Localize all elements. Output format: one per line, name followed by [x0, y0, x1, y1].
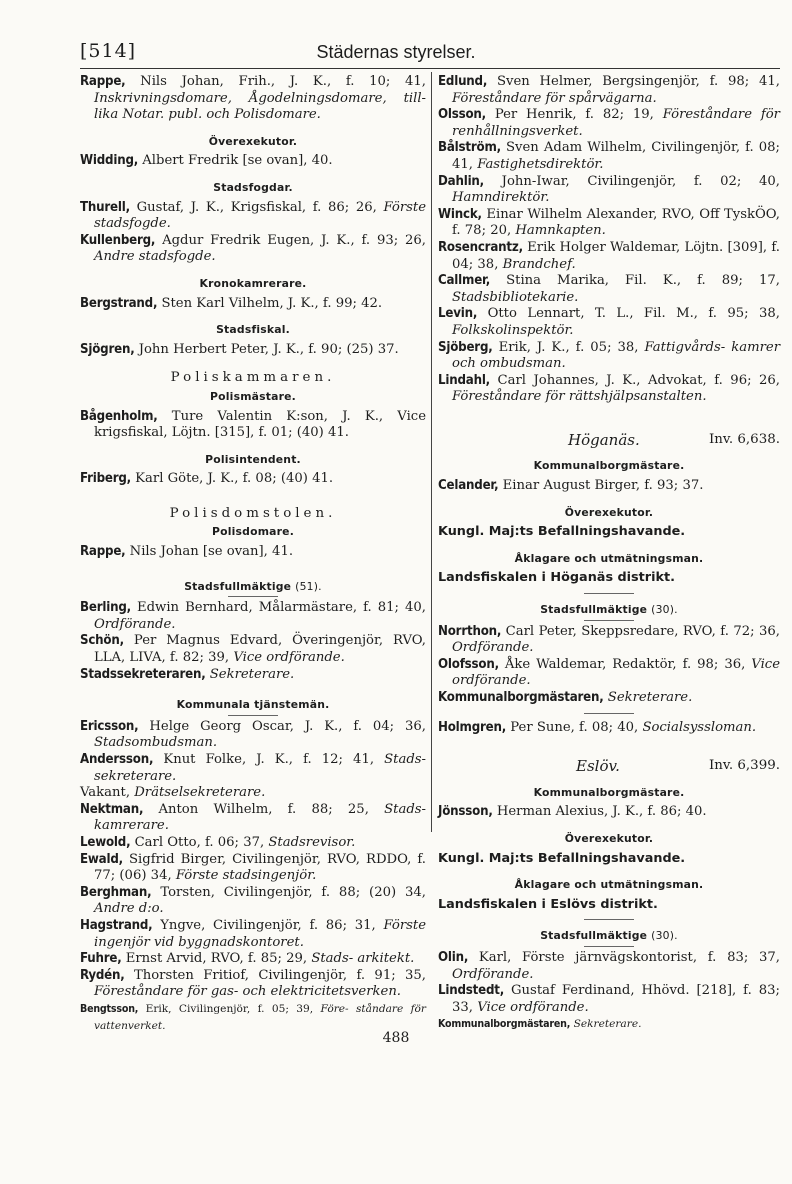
entry-jonsson: [438, 804, 780, 821]
entry-text: Vakant,: [80, 785, 131, 801]
entry-text: Per Magnus Edvard, Överingenjör, RVO, LLA, LIVA, f. 82; 39,: [94, 633, 426, 666]
entry-text: Gustaf Ferdinand, Hhövd. [218], f. 83; 33,: [452, 983, 780, 1015]
landsfiskalen: Landsfiskalen i Eslövs distrikt.: [438, 896, 658, 912]
entry-role: Föreståndare för rättshjälpsanstalten.: [452, 389, 707, 405]
entry-text: Carl Johannes, J. K., Advokat, f. 96; 26,: [490, 372, 780, 388]
entry-name: Jönsson,: [438, 804, 493, 820]
entry-text: John Herbert Peter, J. K., f. 90; (25) 37.: [134, 341, 399, 357]
entry-ericsson: [80, 719, 426, 752]
footer-page-number: 488: [382, 1030, 410, 1046]
entry-name: Lindahl,: [438, 372, 490, 388]
heading-polisintendent: Polisintendent.: [205, 452, 301, 466]
entry-role: Stadsombudsman.: [94, 735, 218, 751]
entry-lindahl: [438, 373, 780, 406]
entry-text: Nils Johan, Frih., J. K., f. 10; 41,: [125, 74, 426, 89]
entry-callmer: [438, 273, 780, 306]
entry-role: Hamnkapten.: [515, 223, 606, 239]
entry-text: Nils Johan [se ovan], 41.: [125, 544, 294, 560]
entry-balstrom: [438, 140, 780, 173]
entry-text: Karl, Förste järnvägskontorist, f. 83; 37,: [468, 949, 780, 965]
entry-name: Stadssekreteraren,: [80, 666, 206, 682]
running-title: Städernas styrelser.: [316, 42, 476, 62]
entry-name: Nektman,: [80, 801, 144, 817]
entry-name: Rappe,: [80, 544, 126, 560]
entry-name: Ewald,: [80, 851, 123, 867]
heading-stadsfogdar: Stadsfogdar.: [213, 180, 293, 194]
entry-text: Stina Marika, Fil. K., f. 89; 17,: [490, 273, 780, 289]
entry-role: Brandchef.: [502, 256, 576, 272]
entry-name: Widding,: [80, 153, 139, 169]
heading-underline: [584, 946, 634, 947]
heading-aklagare: Åklagare och utmätningsman.: [514, 878, 704, 892]
entry-name: Kullenberg,: [80, 232, 156, 248]
town-hoganas: [438, 432, 780, 449]
entry-role: Andre d:o.: [94, 901, 164, 917]
entry-role: Socialsyssloman.: [642, 719, 757, 735]
entry-edlund: [438, 74, 780, 107]
heading-text: Stadsfullmäktige: [184, 579, 292, 593]
entry-widding: [80, 153, 426, 170]
heading-count: (30).: [651, 929, 678, 943]
entry-holmgren: [438, 720, 780, 737]
heading-kommunalborgmastare: Kommunalborgmästare.: [533, 459, 685, 473]
entry-role: Fastighetsdirektör.: [477, 156, 604, 172]
entry-text: Thorsten Fritiof, Civilingenjör, f. 91; 35,: [124, 967, 426, 983]
entry-role: Stads- sekreterare.: [94, 752, 426, 784]
heading-stadsfullmaktige: [438, 928, 780, 945]
entry-name: Winck,: [438, 206, 482, 222]
heading-count: (51).: [295, 579, 322, 593]
entry-text: Ture Valentin K:son, J. K., Vice krigsfiskal, Löjtn. [315], f. 01; (40) 41.: [94, 408, 426, 441]
entry-winck: [438, 207, 780, 240]
entry-text: Karl Göte, J. K., f. 08; (40) 41.: [130, 471, 334, 487]
entry-name: Rosencrantz,: [438, 239, 523, 255]
section-rule: [584, 713, 634, 714]
entry-role: Sekreterare.: [607, 690, 693, 705]
entry-role: Stadsrevisor.: [268, 834, 356, 850]
entry-role: Förste stadsingenjör.: [175, 868, 317, 884]
entry-text: Carl Peter, Skeppsredare, RVO, f. 72; 36,: [501, 623, 780, 639]
entry-name: Fuhre,: [80, 951, 122, 967]
entry-text: Anton Wilhelm, f. 88; 25,: [143, 801, 369, 817]
entry-name: Callmer,: [438, 273, 491, 289]
town-eslov: [438, 758, 780, 775]
entry-friberg: [80, 471, 426, 488]
entry-schon: [80, 633, 426, 666]
entry-text: Erik, J. K., f. 05; 38,: [492, 339, 639, 355]
entry-text: Herman Alexius, J. K., f. 86; 40.: [492, 804, 707, 820]
entry-role: Inskrivningsdomare, Ågodelningsdomare, till- lika Notar. publ. och Polisdomare.: [94, 90, 426, 123]
entry-role: Drätselsekreterare.: [134, 785, 266, 801]
entry-name: Friberg,: [80, 471, 131, 487]
entry-name: Dahlin,: [438, 173, 484, 189]
entry-name: Edlund,: [438, 74, 488, 89]
entry-text: Erik Holger Waldemar, Löjtn. [309], f. 04; 38,: [452, 239, 780, 272]
entry-name: Schön,: [80, 633, 124, 649]
entry-role: Förste stadsfogde.: [94, 199, 426, 232]
entry-rappe: [80, 74, 426, 124]
entry-name: Bergstrand,: [80, 295, 158, 311]
entry-ewald: [80, 852, 426, 885]
entry-berling: [80, 600, 426, 633]
entry-nektman: [80, 802, 426, 835]
heading-overexekutor: Överexekutor.: [564, 505, 654, 519]
heading-polisdomare: Polisdomare.: [212, 525, 294, 539]
entry-lindstedt: [438, 983, 780, 1016]
entry-name: Lindstedt,: [438, 983, 505, 999]
town-inventory: Inv. 6,399.: [709, 758, 780, 774]
entry-text: Agdur Fredrik Eugen, J. K., f. 93; 26,: [155, 232, 426, 248]
heading-polismastare: Polismästare.: [210, 389, 296, 403]
entry-name: Levin,: [438, 306, 478, 322]
entry-text: Knut Folke, J. K., f. 12; 41,: [153, 752, 375, 767]
entry-name: Lewold,: [80, 834, 131, 850]
entry-role: Sekreterare.: [573, 1018, 642, 1031]
entry-kommunalborgmastaren: [438, 690, 780, 707]
entry-role: Ordförande.: [94, 616, 176, 632]
entry-sjoberg: [438, 340, 780, 373]
entry-role: Förste ingenjör vid byggnadskontoret.: [94, 917, 426, 950]
entry-name: Sjögren,: [80, 341, 135, 357]
section-polisdomstolen: Polisdomstolen.: [169, 505, 337, 521]
entry-name: Sjöberg,: [438, 339, 493, 355]
entry-levin: [438, 306, 780, 339]
entry-text: Erik, Civilingenjör, f. 05; 39,: [138, 1002, 314, 1015]
entry-role: Vice ordförande.: [477, 999, 589, 1015]
entry-name: Andersson,: [80, 752, 154, 767]
town-name: Eslöv.: [576, 757, 620, 776]
entry-text: Sven Helmer, Bergsingenjör, f. 98; 41,: [487, 74, 780, 89]
entry-text: Einar Wilhelm Alexander, RVO, Off TyskÖO, f. 78; 20,: [452, 206, 780, 239]
heading-stadsfiskal: Stadsfiskal.: [216, 323, 290, 337]
entry-role: Folkskolinspektör.: [452, 322, 574, 338]
entry-bergstrand: [80, 296, 426, 313]
entry-lewold: [80, 835, 426, 852]
entry-name: Olin,: [438, 949, 469, 965]
heading-stadsfullmaktige: [438, 602, 780, 619]
entry-text: Sven Adam Wilhelm, Civilingenjör, f. 08; 41,: [452, 140, 780, 172]
entry-text: Einar August Birger, f. 93; 37.: [498, 478, 704, 494]
entry-fuhre: [80, 951, 426, 968]
entry-ryden: [80, 968, 426, 1001]
entry-text: John-Iwar, Civilingenjör, f. 02; 40,: [484, 173, 780, 189]
entry-thurell: [80, 200, 426, 233]
entry-text: Torsten, Civilingenjör, f. 88; (20) 34,: [151, 884, 426, 900]
entry-text: Otto Lennart, T. L., Fil. M., f. 95; 38,: [477, 306, 780, 322]
right-column: [438, 74, 780, 1033]
heading-underline: [584, 620, 634, 621]
column-divider: [431, 72, 432, 832]
entry-name: Olsson,: [438, 107, 486, 123]
entry-name: Bålström,: [438, 140, 501, 156]
entry-role: Sekreterare.: [209, 666, 295, 682]
entry-name: Kommunalborgmästaren,: [438, 690, 604, 705]
page-number: [514]: [80, 40, 137, 62]
entry-text: Gustaf, J. K., Krigsfiskal, f. 86; 26,: [129, 199, 377, 215]
entry-name: Rappe,: [80, 74, 126, 89]
entry-text: Edwin Bernhard, Målarmästare, f. 81; 40,: [130, 600, 426, 616]
entry-dahlin: [438, 174, 780, 207]
entry-name: Ericsson,: [80, 718, 139, 734]
entry-name: Bengtsson,: [80, 1002, 139, 1015]
entry-role: Föreståndare för renhållningsverket.: [452, 107, 780, 139]
heading-kronokamrerare: Kronokamrerare.: [199, 276, 307, 290]
entry-text: Helge Georg Oscar, J. K., f. 04; 36,: [138, 718, 426, 734]
entry-norrthon: [438, 624, 780, 657]
entry-berghman: [80, 885, 426, 918]
heading-overexekutor: Överexekutor.: [564, 831, 654, 845]
entry-role: Ordförande.: [452, 640, 534, 656]
entry-text: Yngve, Civilingenjör, f. 86; 31,: [152, 917, 376, 933]
town-inventory: Inv. 6,638.: [709, 431, 780, 447]
entry-role: Ordförande.: [452, 966, 534, 982]
entry-name: Berling,: [80, 600, 131, 616]
entry-celander: [438, 478, 780, 495]
entry-name: Thurell,: [80, 199, 130, 215]
entry-role: Hamndirektör.: [452, 190, 550, 206]
entry-text: Åke Waldemar, Redaktör, f. 98; 36,: [498, 656, 746, 672]
entry-role: Fattigvårds- kamrer och ombudsman.: [452, 339, 780, 372]
entry-name: Berghman,: [80, 884, 152, 900]
entry-olin: [438, 950, 780, 983]
entry-role: Stadsbibliotekarie.: [452, 289, 579, 305]
entry-sjogren: [80, 342, 426, 359]
entry-bagenholm: [80, 409, 426, 442]
entry-stadssekreteraren: [80, 667, 426, 684]
entry-role: Föreståndare för spårvägarna.: [452, 90, 657, 106]
left-column: [80, 74, 426, 1034]
entry-name: Olofsson,: [438, 656, 499, 672]
entry-text: Carl Otto, f. 06; 37,: [130, 834, 265, 850]
entry-role: Stads- kamrerare.: [94, 801, 426, 834]
heading-kommunala: Kommunala tjänstemän.: [176, 698, 330, 712]
entry-role: Andre stadsfogde.: [94, 249, 216, 265]
entry-rosencrantz: [438, 240, 780, 273]
entry-name: Celander,: [438, 478, 499, 494]
entry-name: Norrthon,: [438, 623, 502, 639]
entry-text: Ernst Arvid, RVO, f. 85; 29,: [121, 951, 308, 967]
entry-text: Per Sune, f. 08; 40,: [506, 719, 639, 735]
entry-olsson: [438, 107, 780, 140]
landsfiskalen: Landsfiskalen i Höganäs distrikt.: [438, 570, 675, 586]
heading-text: Stadsfullmäktige: [540, 603, 648, 617]
entry-hagstrand: [80, 918, 426, 951]
heading-stadsfullmaktige: [80, 579, 426, 596]
entry-text: Sten Karl Vilhelm, J. K., f. 99; 42.: [157, 295, 383, 311]
entry-text: Sigfrid Birger, Civilingenjör, RVO, RDDO, f. 77; (06) 34,: [94, 851, 426, 884]
entry-rappe-2: [80, 544, 426, 561]
entry-name: Rydén,: [80, 967, 125, 983]
entry-name: Kommunalborgmästaren,: [438, 1018, 571, 1031]
entry-andersson: [80, 752, 426, 785]
entry-role: Föreståndare för gas- och elektricitetsverken.: [94, 984, 402, 1000]
entry-role: Stads- arkitekt.: [311, 951, 415, 967]
kungl-befallningshavande: Kungl. Maj:ts Befallningshavande.: [438, 850, 686, 866]
entry-role: Vice ordförande.: [452, 656, 780, 689]
entry-role: Före- ståndare för vattenverket.: [94, 1002, 426, 1032]
entry-role: Vice ordförande.: [233, 650, 345, 666]
section-rule: [584, 593, 634, 594]
section-poliskammaren: Poliskammaren.: [170, 370, 336, 386]
heading-text: Stadsfullmäktige: [540, 929, 648, 943]
entry-name: Holmgren,: [438, 719, 507, 735]
entry-kullenberg: [80, 233, 426, 266]
header-rule: [80, 68, 780, 69]
heading-underline: [228, 715, 278, 716]
entry-text: Albert Fredrik [se ovan], 40.: [138, 153, 333, 169]
town-name: Höganäs.: [568, 430, 640, 449]
heading-kommunalborgmastare: Kommunalborgmästare.: [533, 785, 685, 799]
entry-olofsson: [438, 657, 780, 690]
heading-overexekutor: Överexekutor.: [208, 134, 298, 148]
heading-aklagare: Åklagare och utmätningsman.: [514, 551, 704, 565]
heading-count: (30).: [651, 603, 678, 617]
entry-vakant: [80, 785, 426, 802]
entry-name: Bågenholm,: [80, 408, 158, 424]
entry-text: Per Henrik, f. 82; 19,: [485, 107, 654, 123]
kungl-befallningshavande: Kungl. Maj:ts Befallningshavande.: [438, 524, 686, 540]
entry-name: Hagstrand,: [80, 917, 153, 933]
heading-underline: [228, 596, 278, 597]
section-rule: [584, 919, 634, 920]
